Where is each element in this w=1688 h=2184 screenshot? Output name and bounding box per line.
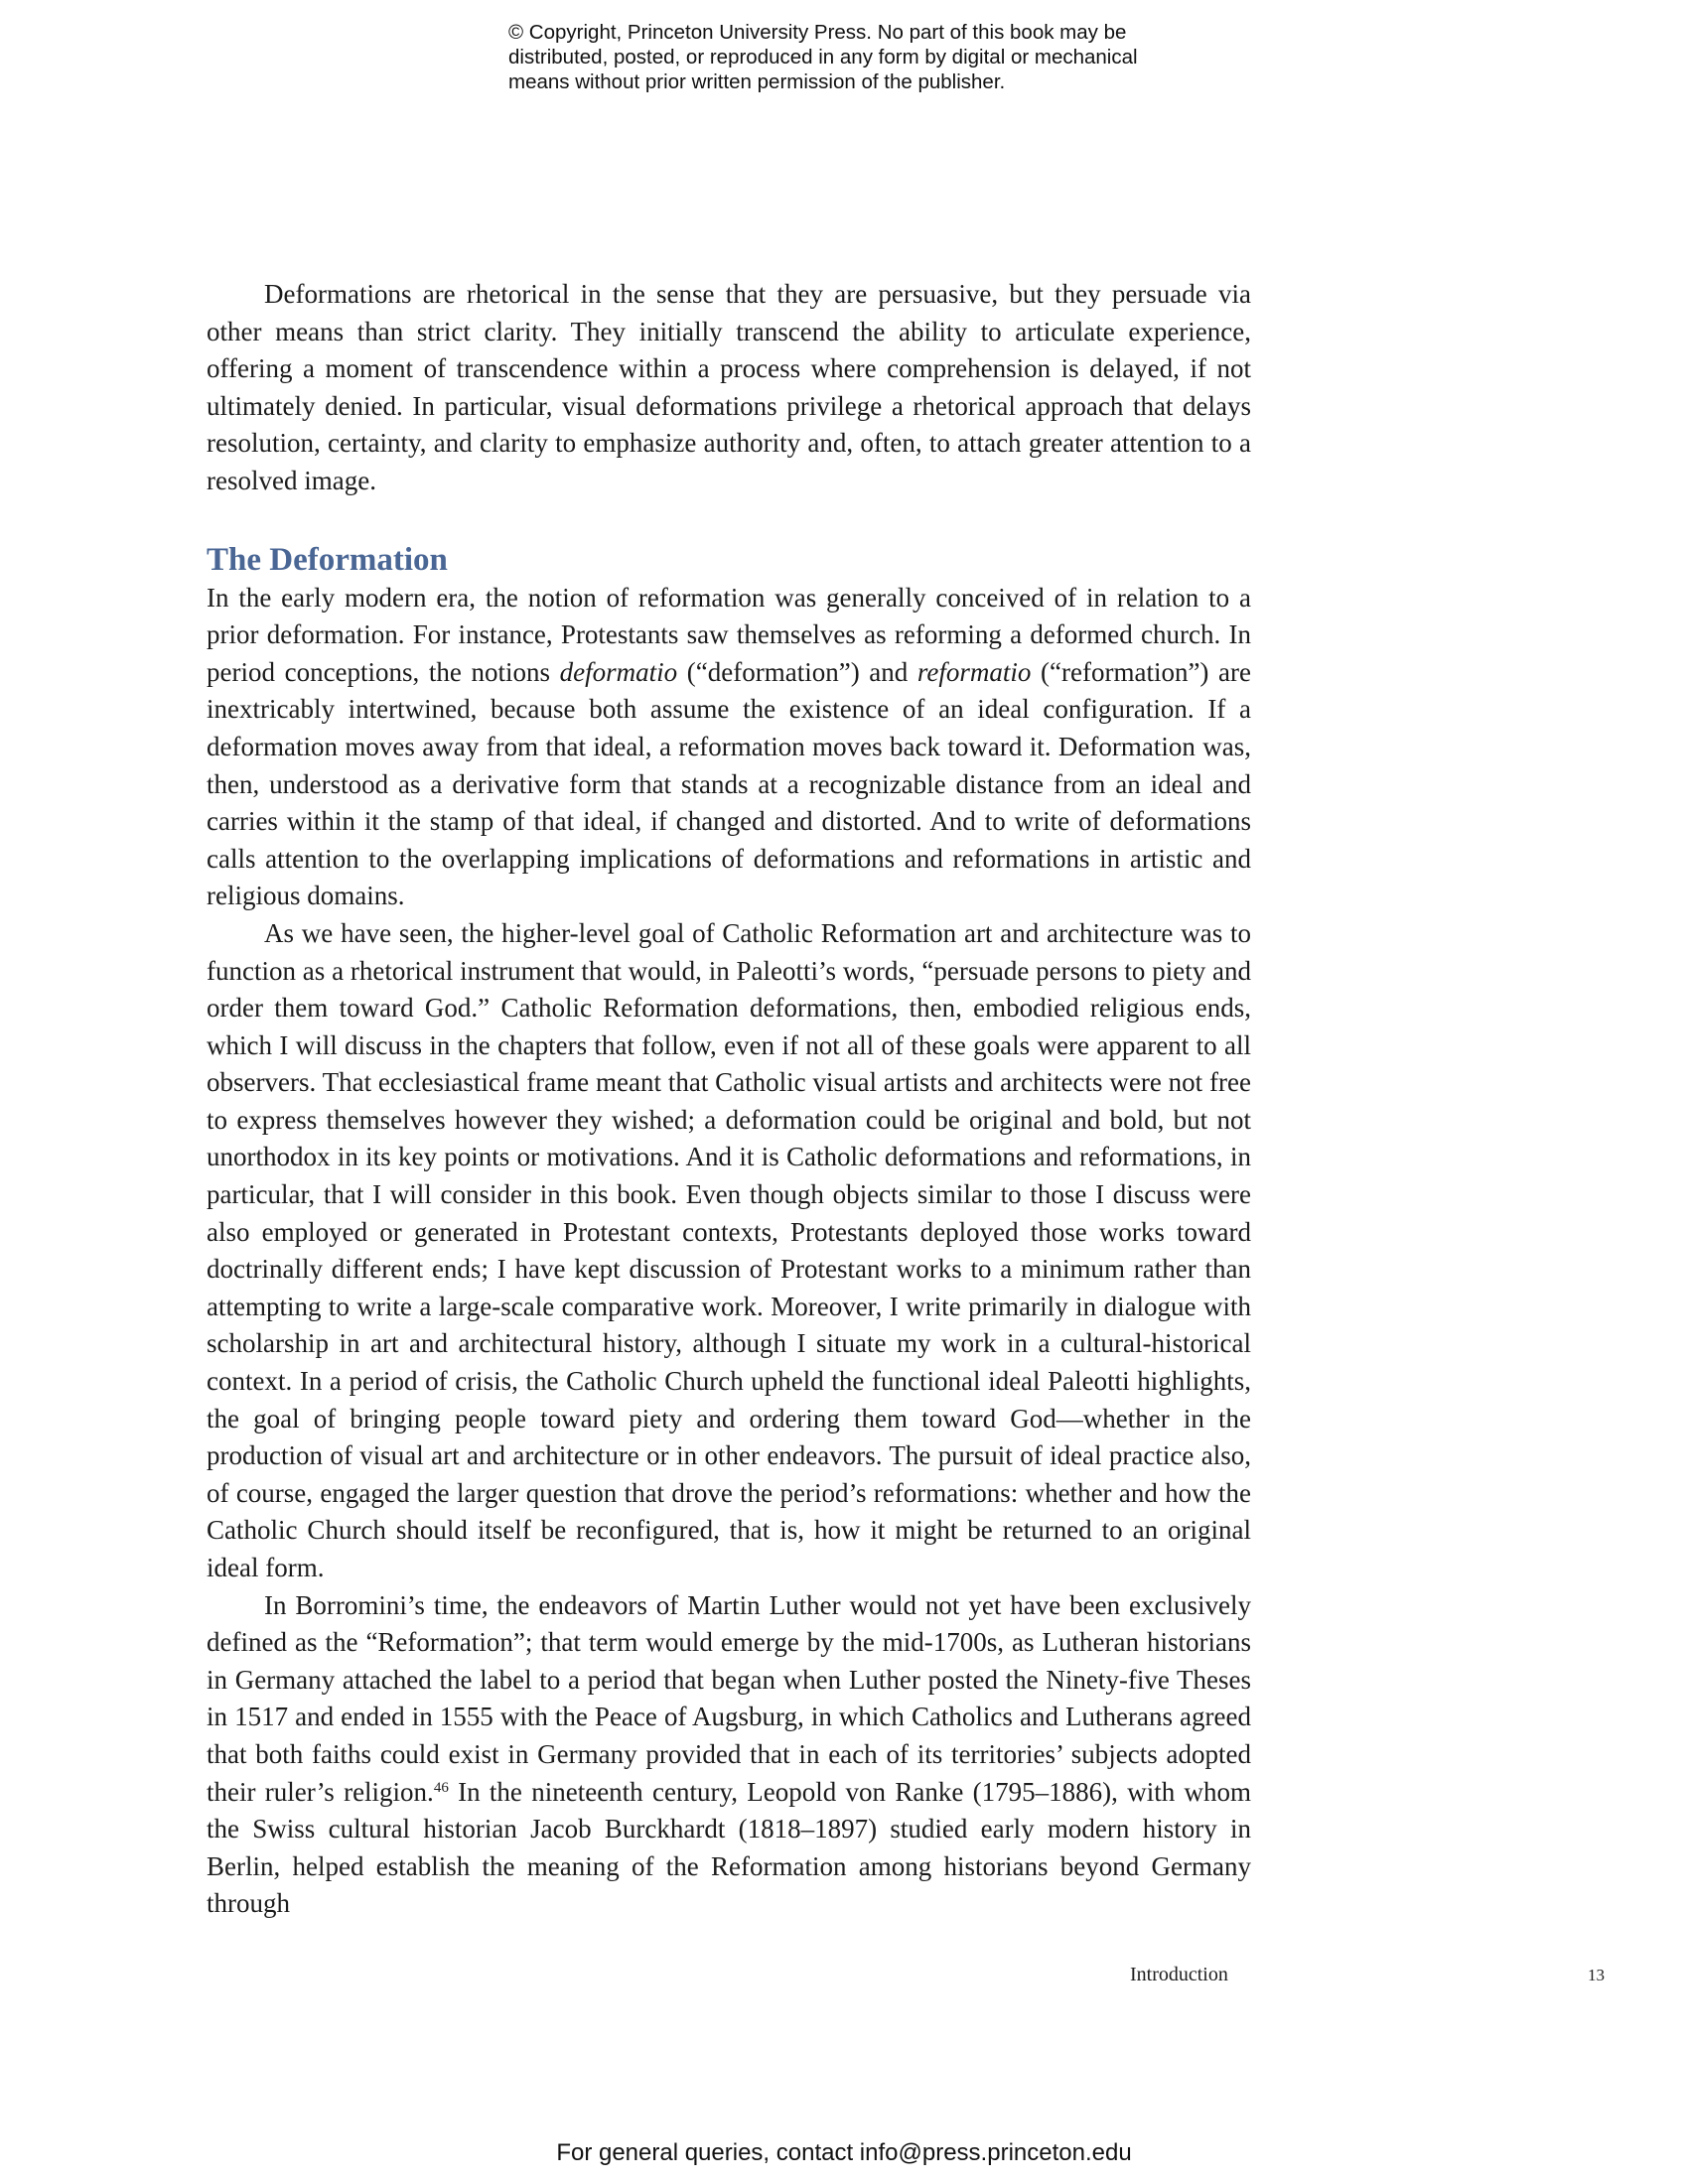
latin-term-deformatio: deformatio	[559, 656, 678, 687]
text-span: In Borromini’s time, the endeavors of Martin Luther would not yet have been exclusively defined as the “Reformation”; that term would emerge by the mid-1700s, as Lutheran historians in Germany attached the label to a period that began when Luther posted the Ninety-five Theses in 1517 and ended in 1555 with the Peace of Augsburg, in which Catholics and Lutherans agreed that both faiths could exist in Germany provided that in each of its territories’ subjects adopted their ruler’s religion.	[207, 1589, 1251, 1807]
page-number: 13	[1588, 1966, 1605, 1984]
copyright-line: © Copyright, Princeton University Press. No part of this book may be	[508, 21, 1127, 44]
contact-footer: For general queries, contact info@press.princeton.edu	[556, 2139, 1132, 2166]
text-span: (“deformation”) and	[677, 656, 917, 687]
main-text	[207, 276, 1251, 1923]
copyright-line: distributed, posted, or reproduced in any form by digital or mechanical	[508, 46, 1138, 68]
text-span: In the nineteenth century, Leopold von Ranke (1795–1886), with whom the Swiss cultural historian Jacob Burckhardt (1818–1897) studied early modern history in Berlin, helped establish the meaning of the Reformation among historians beyond Germany through	[207, 1776, 1252, 1919]
running-title: Introduction	[1130, 1964, 1228, 1985]
copyright-notice	[508, 20, 1203, 94]
paragraph-borromini-time	[207, 1587, 1251, 1923]
paragraph-catholic-reformation-art: As we have seen, the higher-level goal of Catholic Reformation art and architecture was to function as a rhetorical instrument that would, in Paleotti’s words, “persuade persons to piety and order them toward God.” Catholic Reformation deformations, then, embodied religious ends, which I will discuss in the chapters that follow, even if not all of these goals were apparent to all observers. That ecclesiastical frame meant that Catholic visual artists and architects were not free to express themselves however they wished; a deformation could be original and bold, but not unorthodox in its key points or motivations. And it is Catholic deformations and reformations, in particular, that I will consider in this book. Even though objects similar to those I discuss were also employed or generated in Protestant contexts, Protestants deployed those works toward doctrinally different ends; I have kept discussion of Protestant works to a minimum rather than attempting to write a large-scale comparative work. Moreover, I write primarily in dialogue with scholarship in art and architectural history, although I situate my work in a cultural-historical context. In a period of crisis, the Catholic Church upheld the functional ideal Paleotti highlights, the goal of bringing people toward piety and ordering them toward God—whether in the production of visual art and architecture or in other endeavors. The pursuit of ideal practice also, of course, engaged the larger question that drove the period’s reformations: whether and how the Catholic Church should itself be reconfigured, that is, how it might be returned to an original ideal form.	[207, 917, 1251, 1582]
footnote-reference[interactable]: 46	[433, 1779, 449, 1796]
paragraph-deformations-rhetorical: Deformations are rhetorical in the sense that they are persuasive, but they persuade via other means than strict clarity. They initially transcend the ability to articulate experience, offering a moment of transcendence within a process where comprehension is delayed, if not ultimately denied. In particular, visual deformations privilege a rhetorical approach that delays resolution, certainty, and clarity to emphasize authority and, often, to attach greater attention to a resolved image.	[207, 279, 1251, 495]
copyright-line: means without prior written permission of the publisher.	[508, 70, 1006, 93]
latin-term-reformatio: reformatio	[916, 656, 1032, 687]
text-span: In the early modern era, the notion of reformation was generally conceived of in relation to a prior deformation. For instance, Protestants saw themselves as reforming a deformed church. In period conceptions, the notions	[207, 582, 1251, 687]
text-span: (“reformation”) are inextricably intertwined, because both assume the existence of an ideal configuration. If a deformation moves away from that ideal, a reformation moves back toward it. Deformation was, then, understood as a derivative form that stands at a recognizable distance from an ideal and carries within it the stamp of that ideal, if changed and distorted. And to write of deformations calls attention to the overlapping implications of deformations and reformations in artistic and religious domains.	[207, 656, 1251, 911]
paragraph-early-modern-reformation	[207, 580, 1251, 915]
section-heading: The Deformation	[207, 541, 448, 578]
